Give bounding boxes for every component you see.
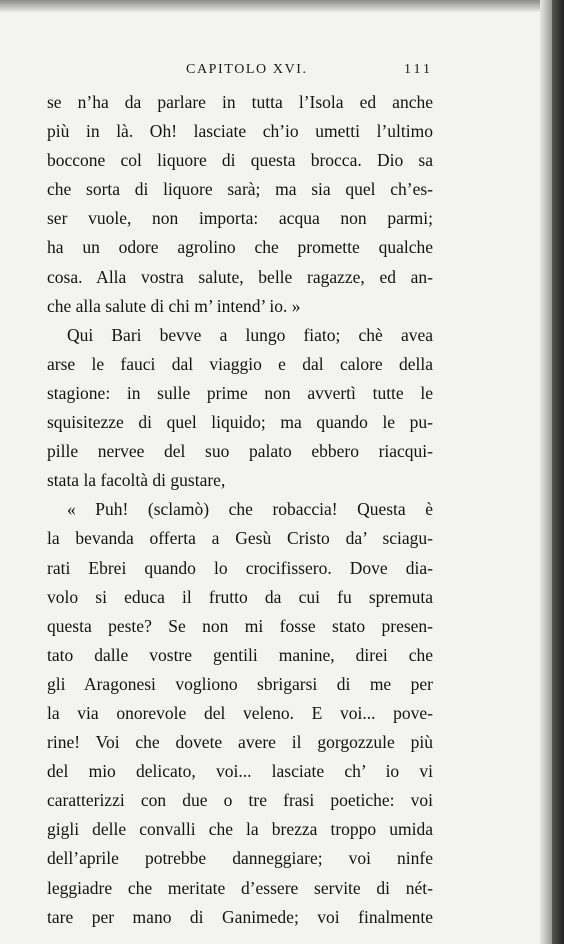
text-line: rine! Voi che dovete avere il gorgozzule più xyxy=(47,732,433,753)
text-line: stata la facoltà di gustare, xyxy=(47,470,226,491)
text-line: del mio delicato, voi... lasciate ch’ io vi xyxy=(47,761,433,782)
page-number: 111 xyxy=(404,62,433,77)
text-line: se n’ha da parlare in tutta l’Isola ed anche xyxy=(47,92,433,112)
text-line: cosa. Alla vostra salute, belle ragazze, ed an- xyxy=(47,266,433,287)
text-line: boccone col liquore di questa brocca. Dio sa xyxy=(47,150,433,171)
text-line: che alla salute di chi m’ intend’ io. » xyxy=(47,295,301,316)
text-line: la via onorevole del veleno. E voi... pove- xyxy=(47,702,433,723)
text-line: ha un odore agrolino che promette qualche xyxy=(47,237,433,258)
page-right-shadow xyxy=(540,0,552,944)
body-text xyxy=(47,88,433,932)
text-line: squisitezze di quel liquido; ma quando le pu- xyxy=(47,412,433,433)
text-line: volo si educa il frutto da cui fu spremuta xyxy=(47,586,433,607)
text-line: questa peste? Se non mi fosse stato presen- xyxy=(47,615,433,636)
text-line: stagione: in sulle prime non avvertì tutte le xyxy=(47,382,433,403)
text-line: rati Ebrei quando lo crocifissero. Dove dia- xyxy=(47,557,433,578)
text-line: ser vuole, non importa: acqua non parmi; xyxy=(47,208,433,229)
text-line: Qui Bari bevve a lungo fiato; chè avea xyxy=(67,324,433,345)
text-line: pille nervee del suo palato ebbero riacqui- xyxy=(47,441,433,462)
running-head xyxy=(0,62,552,84)
text-line: leggiadre che meritate d’essere servite di nét- xyxy=(47,877,433,898)
chapter-title: CAPITOLO XVI. xyxy=(186,62,308,77)
text-line: arse le fauci dal viaggio e dal calore della xyxy=(47,353,433,374)
text-line: gli Aragonesi vogliono sbrigarsi di me per xyxy=(47,673,433,694)
text-line: caratterizzi con due o tre frasi poetiche: voi xyxy=(47,790,433,811)
page-top-shadow xyxy=(0,0,552,12)
text-line: gigli delle convalli che la brezza troppo umida xyxy=(47,819,433,840)
text-line: dell’aprile potrebbe danneggiare; voi ninfe xyxy=(47,848,433,869)
text-line: tato dalle vostre gentili manine, direi che xyxy=(47,644,433,665)
book-binding-edge xyxy=(552,0,564,944)
text-line: la bevanda offerta a Gesù Cristo da’ sciagu- xyxy=(47,528,433,549)
text-line: tare per mano di Ganimede; voi finalmente xyxy=(47,906,433,927)
text-line: « Puh! (sclamò) che robaccia! Questa è xyxy=(67,499,433,520)
text-line: che sorta di liquore sarà; ma sia quel ch’es- xyxy=(47,179,433,200)
text-line: più in là. Oh! lasciate ch’io umetti l’ultimo xyxy=(47,121,433,142)
